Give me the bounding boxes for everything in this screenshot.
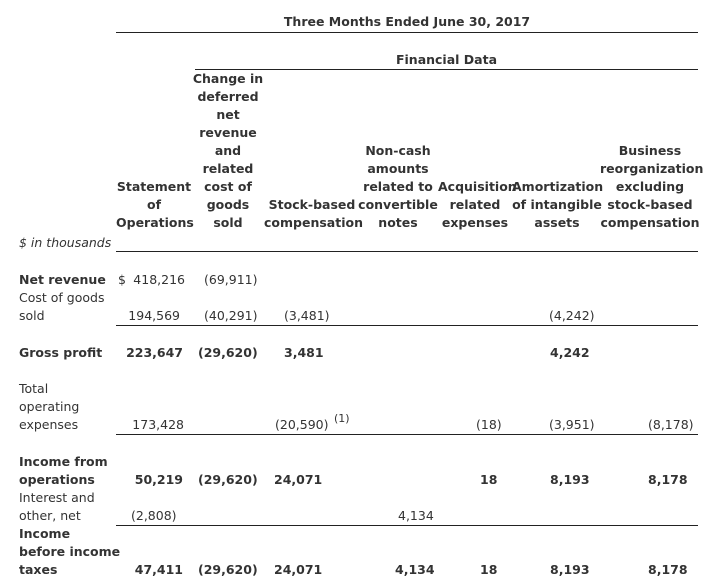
cell-ifo-reorg: 8,178 [648, 472, 688, 487]
group-title: Financial Data [395, 52, 498, 67]
cell-gross-profit-deferred: (29,620) [198, 345, 258, 360]
cell-opex-acq: (18) [476, 417, 502, 432]
cell-cogs-amort: (4,242) [549, 308, 595, 323]
cell-ibt-statement: 47,411 [134, 562, 183, 577]
cell-opex-reorg: (8,178) [648, 417, 694, 432]
cell-cogs-deferred: (40,291) [204, 308, 258, 323]
footnote-marker: (1) [334, 412, 350, 425]
group-title-rule [195, 69, 698, 70]
cell-opex-amort: (3,951) [549, 417, 595, 432]
col-header-reorganization: Business reorganization excluding stock-based compensation [600, 143, 704, 230]
cell-gross-profit-stock: 3,481 [284, 345, 324, 360]
row-label-net-revenue: Net revenue [19, 272, 106, 287]
cell-ifo-deferred: (29,620) [198, 472, 258, 487]
col-header-deferred: Change in deferred net revenue and related cost of goods sold [192, 71, 264, 230]
cell-cogs-statement: 194,569 [128, 308, 180, 323]
cell-gross-profit-statement: 223,647 [126, 345, 183, 360]
cell-interest-noncash: 4,134 [398, 508, 434, 523]
cell-net-revenue-statement: 418,216 [133, 272, 185, 287]
period-title-rule [116, 32, 698, 33]
cell-ibt-reorg: 8,178 [648, 562, 688, 577]
col-header-stock-based: Stock-based compensation [264, 197, 363, 230]
cell-opex-statement: 173,428 [132, 417, 184, 432]
cell-net-revenue-deferred: (69,911) [204, 272, 258, 287]
cell-ibt-acq: 18 [480, 562, 498, 577]
opex-rule [116, 434, 698, 435]
cell-ifo-acq: 18 [480, 472, 498, 487]
row-label-income-from-operations: Income from operations [19, 454, 108, 487]
cell-opex-stock: (20,590) [275, 417, 329, 432]
cell-cogs-stock: (3,481) [284, 308, 330, 323]
cell-ibt-amort: 8,193 [550, 562, 590, 577]
header-rule [116, 251, 698, 252]
cell-ibt-deferred: (29,620) [198, 562, 258, 577]
col-header-amortization: Amortization of intangible assets [512, 179, 604, 230]
col-header-statement: Statement of Operations [116, 179, 194, 230]
row-label-cost-of-goods-sold: Cost of goods sold [19, 290, 105, 323]
interest-rule [116, 525, 698, 526]
cogs-rule [116, 325, 698, 326]
cell-gross-profit-amort: 4,242 [550, 345, 590, 360]
cell-ifo-stock: 24,071 [274, 472, 323, 487]
cell-interest-statement: (2,808) [131, 508, 177, 523]
cell-ifo-statement: 50,219 [134, 472, 183, 487]
cell-ibt-stock: 24,071 [274, 562, 323, 577]
cell-ifo-amort: 8,193 [550, 472, 590, 487]
row-label-total-operating-expenses: Total operating expenses [19, 381, 80, 432]
units-label: $ in thousands [19, 235, 112, 250]
row-label-income-before-taxes: Income before income taxes [19, 526, 121, 577]
cell-net-revenue-currency: $ [118, 272, 126, 287]
cell-ibt-noncash: 4,134 [395, 562, 435, 577]
row-label-interest-and-other: Interest and other, net [19, 490, 95, 523]
period-title: Three Months Ended June 30, 2017 [283, 14, 531, 29]
col-header-acquisition: Acquisition related expenses [438, 179, 517, 230]
col-header-noncash: Non-cash amounts related to convertible notes [358, 143, 438, 230]
row-label-gross-profit: Gross profit [19, 345, 103, 360]
